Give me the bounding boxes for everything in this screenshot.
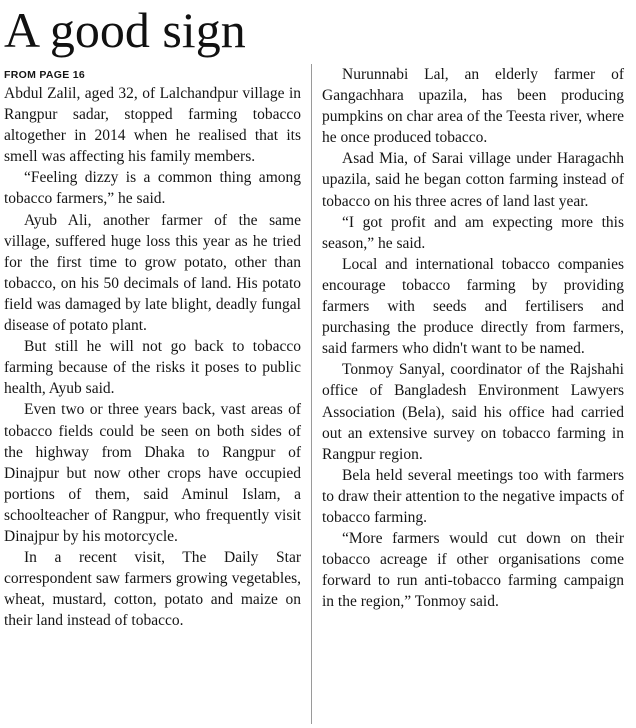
paragraph: Bela held several meetings too with farmers to draw their attention to the negative impacts of tobacco farming. <box>322 466 624 526</box>
paragraph: “I got profit and am expecting more this season,” he said. <box>322 213 624 252</box>
right-column <box>322 64 624 728</box>
paragraph: “Feeling dizzy is a common thing among tobacco farmers,” he said. <box>4 169 301 208</box>
paragraph: But still he will not go back to tobacco farming because of the risks it poses to public health, Ayub said. <box>4 338 301 398</box>
paragraph: Tonmoy Sanyal, coordinator of the Rajshahi office of Bangladesh Environment Lawyers Association (Bela), said his office had carried out an extensive survey on tobacco farming in Rangpur region. <box>322 361 624 463</box>
paragraph: Asad Mia, of Sarai village under Haragachh upazila, said he began cotton farming instead of tobacco on his three acres of land last year. <box>322 150 624 210</box>
paragraph: Abdul Zalil, aged 32, of Lalchandpur village in Rangpur sadar, stopped farming tobacco altogether in 2014 when he realised that its smell was affecting his family members. <box>4 85 301 166</box>
paragraph: Even two or three years back, vast areas of tobacco fields could be seen on both sides of the highway from Dhaka to Rangpur of Dinajpur but now other crops have occupied portions of them, said Aminul Islam, a schoolteacher of Rangpur, who frequently visit Dinajpur by his motorcycle. <box>4 401 301 545</box>
paragraph: Ayub Ali, another farmer of the same village, suffered huge loss this year as he tried for the first time to grow potato, other than tobacco, on his 50 decimals of land. His potato field was damaged by late blight, deadly fungal disease of potato plant. <box>4 211 301 335</box>
paragraph: Nurunnabi Lal, an elderly farmer of Gangachhara upazila, has been producing pumpkins on char area of the Teesta river, where he once produced tobacco. <box>322 66 624 147</box>
paragraph: “More farmers would cut down on their tobacco acreage if other organisations come forward to run anti-tobacco farming campaign in the region,” Tonmoy said. <box>322 530 624 611</box>
paragraph: Local and international tobacco companies encourage tobacco farming by providing farmers with seeds and fertilisers and purchasing the produce directly from farmers, said farmers who didn't want to be named. <box>322 255 624 358</box>
left-column <box>4 68 301 728</box>
headline: A good sign <box>4 2 246 58</box>
paragraph: In a recent visit, The Daily Star correspondent saw farmers growing vegetables, wheat, mustard, cotton, potato and maize on their land instead of tobacco. <box>4 549 301 630</box>
column-divider <box>311 64 312 724</box>
continuation-kicker: FROM PAGE 16 <box>4 69 86 81</box>
